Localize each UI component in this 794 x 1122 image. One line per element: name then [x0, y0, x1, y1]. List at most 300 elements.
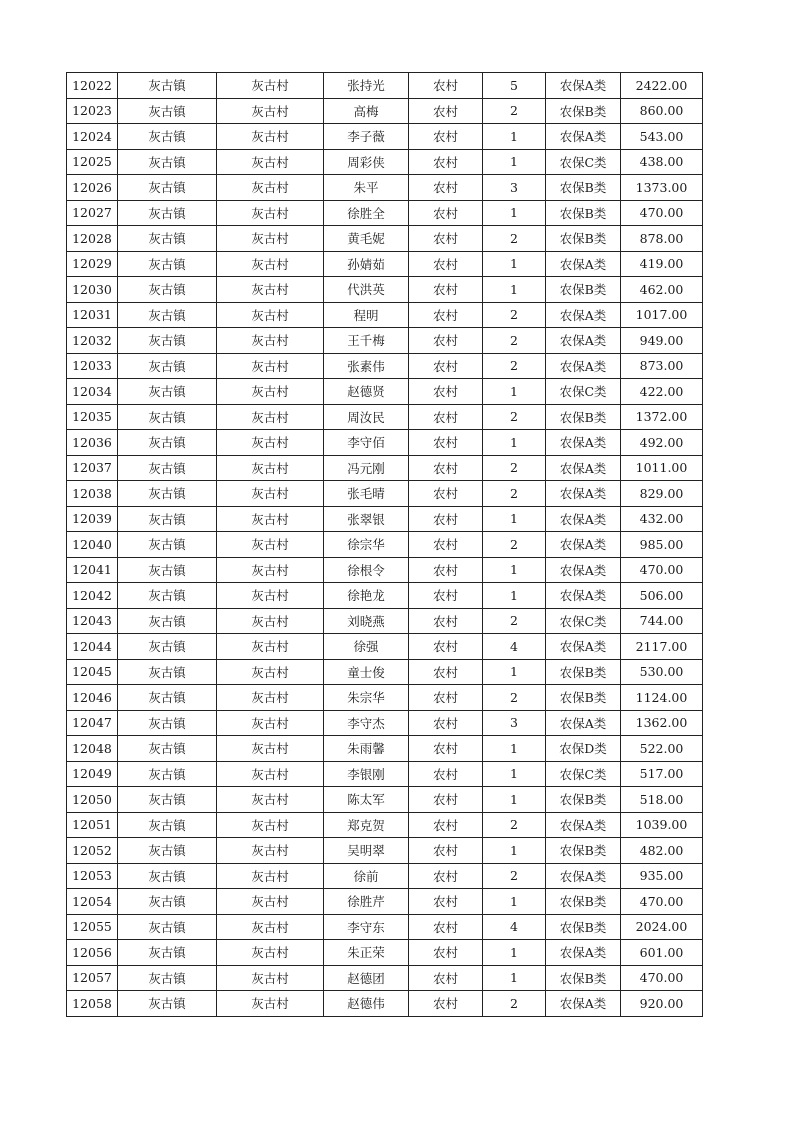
cell-village: 灰古村	[217, 583, 324, 609]
cell-record-id: 12041	[67, 557, 118, 583]
cell-town: 灰古镇	[118, 532, 217, 558]
cell-insurance-class: 农保B类	[546, 965, 621, 991]
cell-record-id: 12042	[67, 583, 118, 609]
cell-household-type: 农村	[409, 98, 483, 124]
cell-village: 灰古村	[217, 430, 324, 456]
cell-household-type: 农村	[409, 634, 483, 660]
cell-amount: 1362.00	[621, 710, 703, 736]
cell-person-name: 李守佰	[324, 430, 409, 456]
table-row	[67, 124, 703, 150]
cell-family-size: 1	[483, 124, 546, 150]
cell-family-size: 2	[483, 991, 546, 1017]
cell-town: 灰古镇	[118, 251, 217, 277]
cell-village: 灰古村	[217, 557, 324, 583]
cell-insurance-class: 农保B类	[546, 200, 621, 226]
cell-town: 灰古镇	[118, 991, 217, 1017]
cell-amount: 860.00	[621, 98, 703, 124]
cell-amount: 506.00	[621, 583, 703, 609]
cell-town: 灰古镇	[118, 200, 217, 226]
cell-family-size: 2	[483, 481, 546, 507]
table-row	[67, 812, 703, 838]
table-row	[67, 863, 703, 889]
table-row	[67, 73, 703, 99]
cell-household-type: 农村	[409, 787, 483, 813]
table-row	[67, 481, 703, 507]
table-row	[67, 710, 703, 736]
table-row	[67, 353, 703, 379]
cell-town: 灰古镇	[118, 787, 217, 813]
cell-village: 灰古村	[217, 659, 324, 685]
cell-town: 灰古镇	[118, 175, 217, 201]
cell-amount: 432.00	[621, 506, 703, 532]
cell-record-id: 12028	[67, 226, 118, 252]
cell-village: 灰古村	[217, 608, 324, 634]
cell-amount: 470.00	[621, 557, 703, 583]
cell-person-name: 徐胜全	[324, 200, 409, 226]
table-row	[67, 608, 703, 634]
cell-person-name: 李守东	[324, 914, 409, 940]
cell-household-type: 农村	[409, 251, 483, 277]
cell-family-size: 1	[483, 557, 546, 583]
cell-insurance-class: 农保A类	[546, 251, 621, 277]
cell-town: 灰古镇	[118, 940, 217, 966]
cell-person-name: 朱正荣	[324, 940, 409, 966]
cell-town: 灰古镇	[118, 838, 217, 864]
cell-family-size: 2	[483, 226, 546, 252]
cell-amount: 2117.00	[621, 634, 703, 660]
cell-amount: 470.00	[621, 889, 703, 915]
cell-record-id: 12052	[67, 838, 118, 864]
cell-town: 灰古镇	[118, 277, 217, 303]
cell-record-id: 12035	[67, 404, 118, 430]
cell-amount: 470.00	[621, 965, 703, 991]
cell-town: 灰古镇	[118, 455, 217, 481]
cell-family-size: 1	[483, 430, 546, 456]
cell-family-size: 1	[483, 506, 546, 532]
cell-household-type: 农村	[409, 583, 483, 609]
cell-person-name: 徐胜芹	[324, 889, 409, 915]
cell-insurance-class: 农保A类	[546, 506, 621, 532]
cell-amount: 949.00	[621, 328, 703, 354]
cell-town: 灰古镇	[118, 634, 217, 660]
cell-insurance-class: 农保A类	[546, 991, 621, 1017]
cell-family-size: 2	[483, 685, 546, 711]
table-row	[67, 889, 703, 915]
cell-amount: 543.00	[621, 124, 703, 150]
cell-insurance-class: 农保B类	[546, 838, 621, 864]
table-body	[67, 73, 703, 1017]
cell-family-size: 1	[483, 200, 546, 226]
cell-amount: 422.00	[621, 379, 703, 405]
cell-village: 灰古村	[217, 761, 324, 787]
cell-family-size: 4	[483, 914, 546, 940]
cell-record-id: 12025	[67, 149, 118, 175]
cell-record-id: 12049	[67, 761, 118, 787]
cell-record-id: 12043	[67, 608, 118, 634]
cell-family-size: 1	[483, 940, 546, 966]
cell-village: 灰古村	[217, 506, 324, 532]
cell-village: 灰古村	[217, 710, 324, 736]
cell-village: 灰古村	[217, 914, 324, 940]
table-row	[67, 149, 703, 175]
cell-household-type: 农村	[409, 430, 483, 456]
table-row	[67, 940, 703, 966]
cell-household-type: 农村	[409, 506, 483, 532]
cell-person-name: 徐根令	[324, 557, 409, 583]
cell-amount: 2024.00	[621, 914, 703, 940]
table-row	[67, 98, 703, 124]
cell-amount: 935.00	[621, 863, 703, 889]
cell-family-size: 1	[483, 736, 546, 762]
cell-insurance-class: 农保A类	[546, 455, 621, 481]
cell-amount: 482.00	[621, 838, 703, 864]
cell-insurance-class: 农保B类	[546, 226, 621, 252]
cell-family-size: 2	[483, 353, 546, 379]
cell-village: 灰古村	[217, 838, 324, 864]
cell-household-type: 农村	[409, 353, 483, 379]
cell-insurance-class: 农保A类	[546, 863, 621, 889]
cell-family-size: 1	[483, 889, 546, 915]
cell-person-name: 徐前	[324, 863, 409, 889]
cell-village: 灰古村	[217, 124, 324, 150]
cell-insurance-class: 农保A类	[546, 532, 621, 558]
cell-town: 灰古镇	[118, 965, 217, 991]
cell-town: 灰古镇	[118, 353, 217, 379]
cell-person-name: 李守杰	[324, 710, 409, 736]
cell-person-name: 郑克贺	[324, 812, 409, 838]
cell-household-type: 农村	[409, 557, 483, 583]
cell-household-type: 农村	[409, 914, 483, 940]
cell-amount: 1011.00	[621, 455, 703, 481]
cell-insurance-class: 农保B类	[546, 277, 621, 303]
cell-village: 灰古村	[217, 991, 324, 1017]
cell-family-size: 3	[483, 175, 546, 201]
cell-household-type: 农村	[409, 328, 483, 354]
table-row	[67, 328, 703, 354]
cell-person-name: 程明	[324, 302, 409, 328]
cell-amount: 522.00	[621, 736, 703, 762]
table-row	[67, 200, 703, 226]
cell-insurance-class: 农保C类	[546, 761, 621, 787]
cell-household-type: 农村	[409, 302, 483, 328]
table-row	[67, 685, 703, 711]
cell-town: 灰古镇	[118, 98, 217, 124]
cell-record-id: 12045	[67, 659, 118, 685]
cell-person-name: 徐强	[324, 634, 409, 660]
data-table	[66, 72, 703, 1017]
cell-amount: 517.00	[621, 761, 703, 787]
cell-town: 灰古镇	[118, 736, 217, 762]
cell-village: 灰古村	[217, 787, 324, 813]
cell-record-id: 12057	[67, 965, 118, 991]
cell-household-type: 农村	[409, 736, 483, 762]
cell-village: 灰古村	[217, 455, 324, 481]
cell-person-name: 赵德伟	[324, 991, 409, 1017]
cell-record-id: 12050	[67, 787, 118, 813]
cell-record-id: 12029	[67, 251, 118, 277]
cell-family-size: 2	[483, 404, 546, 430]
cell-person-name: 王千梅	[324, 328, 409, 354]
cell-record-id: 12040	[67, 532, 118, 558]
cell-person-name: 徐艳龙	[324, 583, 409, 609]
cell-amount: 1372.00	[621, 404, 703, 430]
cell-family-size: 5	[483, 73, 546, 99]
cell-household-type: 农村	[409, 149, 483, 175]
cell-household-type: 农村	[409, 940, 483, 966]
cell-village: 灰古村	[217, 889, 324, 915]
cell-person-name: 高梅	[324, 98, 409, 124]
cell-insurance-class: 农保A类	[546, 302, 621, 328]
cell-record-id: 12032	[67, 328, 118, 354]
cell-person-name: 张素伟	[324, 353, 409, 379]
table-row	[67, 583, 703, 609]
cell-village: 灰古村	[217, 379, 324, 405]
cell-person-name: 黄毛妮	[324, 226, 409, 252]
cell-family-size: 2	[483, 455, 546, 481]
cell-person-name: 李子薇	[324, 124, 409, 150]
cell-family-size: 2	[483, 608, 546, 634]
cell-family-size: 2	[483, 302, 546, 328]
cell-household-type: 农村	[409, 991, 483, 1017]
cell-family-size: 1	[483, 838, 546, 864]
table-row	[67, 914, 703, 940]
cell-town: 灰古镇	[118, 226, 217, 252]
cell-amount: 1017.00	[621, 302, 703, 328]
cell-family-size: 1	[483, 379, 546, 405]
cell-town: 灰古镇	[118, 506, 217, 532]
cell-person-name: 冯元刚	[324, 455, 409, 481]
cell-amount: 470.00	[621, 200, 703, 226]
cell-person-name: 张翠银	[324, 506, 409, 532]
table-row	[67, 557, 703, 583]
cell-amount: 2422.00	[621, 73, 703, 99]
cell-town: 灰古镇	[118, 430, 217, 456]
cell-insurance-class: 农保A类	[546, 353, 621, 379]
cell-household-type: 农村	[409, 685, 483, 711]
cell-insurance-class: 农保B类	[546, 914, 621, 940]
cell-town: 灰古镇	[118, 761, 217, 787]
cell-village: 灰古村	[217, 736, 324, 762]
cell-insurance-class: 农保A类	[546, 73, 621, 99]
cell-household-type: 农村	[409, 226, 483, 252]
cell-village: 灰古村	[217, 251, 324, 277]
cell-person-name: 朱宗华	[324, 685, 409, 711]
cell-insurance-class: 农保B类	[546, 889, 621, 915]
cell-record-id: 12046	[67, 685, 118, 711]
table-row	[67, 965, 703, 991]
cell-village: 灰古村	[217, 200, 324, 226]
cell-family-size: 2	[483, 863, 546, 889]
cell-family-size: 1	[483, 251, 546, 277]
cell-record-id: 12026	[67, 175, 118, 201]
cell-household-type: 农村	[409, 889, 483, 915]
cell-person-name: 周彩侠	[324, 149, 409, 175]
cell-record-id: 12023	[67, 98, 118, 124]
cell-family-size: 1	[483, 659, 546, 685]
cell-household-type: 农村	[409, 277, 483, 303]
cell-person-name: 吴明翠	[324, 838, 409, 864]
cell-village: 灰古村	[217, 404, 324, 430]
cell-town: 灰古镇	[118, 608, 217, 634]
cell-person-name: 李银刚	[324, 761, 409, 787]
cell-person-name: 刘晓燕	[324, 608, 409, 634]
cell-insurance-class: 农保A类	[546, 328, 621, 354]
table-row	[67, 659, 703, 685]
cell-record-id: 12031	[67, 302, 118, 328]
cell-family-size: 1	[483, 583, 546, 609]
cell-town: 灰古镇	[118, 302, 217, 328]
cell-record-id: 12027	[67, 200, 118, 226]
cell-insurance-class: 农保A类	[546, 583, 621, 609]
cell-family-size: 3	[483, 710, 546, 736]
cell-amount: 1039.00	[621, 812, 703, 838]
cell-insurance-class: 农保A类	[546, 557, 621, 583]
cell-person-name: 张毛晴	[324, 481, 409, 507]
cell-village: 灰古村	[217, 226, 324, 252]
cell-record-id: 12058	[67, 991, 118, 1017]
cell-family-size: 2	[483, 328, 546, 354]
cell-person-name: 孙婧茹	[324, 251, 409, 277]
cell-person-name: 代洪英	[324, 277, 409, 303]
cell-town: 灰古镇	[118, 710, 217, 736]
cell-record-id: 12030	[67, 277, 118, 303]
cell-family-size: 1	[483, 761, 546, 787]
cell-insurance-class: 农保C类	[546, 149, 621, 175]
cell-amount: 492.00	[621, 430, 703, 456]
cell-amount: 462.00	[621, 277, 703, 303]
table-row	[67, 634, 703, 660]
cell-village: 灰古村	[217, 98, 324, 124]
cell-amount: 438.00	[621, 149, 703, 175]
cell-record-id: 12047	[67, 710, 118, 736]
cell-village: 灰古村	[217, 863, 324, 889]
cell-insurance-class: 农保D类	[546, 736, 621, 762]
cell-household-type: 农村	[409, 404, 483, 430]
table-row	[67, 226, 703, 252]
cell-household-type: 农村	[409, 379, 483, 405]
cell-village: 灰古村	[217, 812, 324, 838]
cell-household-type: 农村	[409, 710, 483, 736]
cell-village: 灰古村	[217, 73, 324, 99]
cell-insurance-class: 农保A类	[546, 940, 621, 966]
cell-record-id: 12053	[67, 863, 118, 889]
cell-record-id: 12034	[67, 379, 118, 405]
cell-family-size: 1	[483, 787, 546, 813]
cell-record-id: 12051	[67, 812, 118, 838]
cell-village: 灰古村	[217, 328, 324, 354]
cell-household-type: 农村	[409, 863, 483, 889]
table-row	[67, 787, 703, 813]
cell-town: 灰古镇	[118, 659, 217, 685]
cell-person-name: 张持光	[324, 73, 409, 99]
table-row	[67, 302, 703, 328]
cell-household-type: 农村	[409, 608, 483, 634]
cell-amount: 1373.00	[621, 175, 703, 201]
cell-household-type: 农村	[409, 761, 483, 787]
cell-family-size: 1	[483, 965, 546, 991]
cell-insurance-class: 农保C类	[546, 608, 621, 634]
cell-record-id: 12038	[67, 481, 118, 507]
cell-amount: 985.00	[621, 532, 703, 558]
table-row	[67, 838, 703, 864]
cell-town: 灰古镇	[118, 328, 217, 354]
cell-record-id: 12056	[67, 940, 118, 966]
cell-amount: 873.00	[621, 353, 703, 379]
cell-town: 灰古镇	[118, 481, 217, 507]
cell-village: 灰古村	[217, 149, 324, 175]
cell-person-name: 周汝民	[324, 404, 409, 430]
cell-town: 灰古镇	[118, 379, 217, 405]
cell-family-size: 2	[483, 812, 546, 838]
cell-village: 灰古村	[217, 277, 324, 303]
cell-insurance-class: 农保A类	[546, 124, 621, 150]
cell-village: 灰古村	[217, 175, 324, 201]
cell-amount: 419.00	[621, 251, 703, 277]
cell-town: 灰古镇	[118, 583, 217, 609]
table-row	[67, 455, 703, 481]
cell-amount: 518.00	[621, 787, 703, 813]
cell-town: 灰古镇	[118, 863, 217, 889]
cell-record-id: 12039	[67, 506, 118, 532]
cell-town: 灰古镇	[118, 404, 217, 430]
cell-household-type: 农村	[409, 455, 483, 481]
table-row	[67, 430, 703, 456]
table-row	[67, 532, 703, 558]
cell-amount: 1124.00	[621, 685, 703, 711]
cell-amount: 878.00	[621, 226, 703, 252]
table-row	[67, 991, 703, 1017]
cell-person-name: 赵德贤	[324, 379, 409, 405]
cell-amount: 829.00	[621, 481, 703, 507]
cell-household-type: 农村	[409, 124, 483, 150]
cell-household-type: 农村	[409, 659, 483, 685]
cell-village: 灰古村	[217, 965, 324, 991]
cell-insurance-class: 农保A类	[546, 430, 621, 456]
cell-insurance-class: 农保A类	[546, 634, 621, 660]
cell-town: 灰古镇	[118, 557, 217, 583]
cell-village: 灰古村	[217, 302, 324, 328]
cell-record-id: 12037	[67, 455, 118, 481]
cell-record-id: 12055	[67, 914, 118, 940]
cell-household-type: 农村	[409, 200, 483, 226]
cell-insurance-class: 农保C类	[546, 379, 621, 405]
cell-town: 灰古镇	[118, 812, 217, 838]
cell-household-type: 农村	[409, 481, 483, 507]
cell-household-type: 农村	[409, 812, 483, 838]
table-row	[67, 761, 703, 787]
cell-amount: 920.00	[621, 991, 703, 1017]
cell-person-name: 徐宗华	[324, 532, 409, 558]
cell-person-name: 朱雨馨	[324, 736, 409, 762]
cell-person-name: 陈太军	[324, 787, 409, 813]
cell-insurance-class: 农保A类	[546, 812, 621, 838]
cell-town: 灰古镇	[118, 73, 217, 99]
cell-insurance-class: 农保B类	[546, 98, 621, 124]
cell-insurance-class: 农保B类	[546, 787, 621, 813]
cell-household-type: 农村	[409, 532, 483, 558]
cell-record-id: 12036	[67, 430, 118, 456]
cell-person-name: 朱平	[324, 175, 409, 201]
cell-record-id: 12054	[67, 889, 118, 915]
cell-insurance-class: 农保A类	[546, 481, 621, 507]
cell-insurance-class: 农保B类	[546, 685, 621, 711]
cell-village: 灰古村	[217, 940, 324, 966]
cell-amount: 530.00	[621, 659, 703, 685]
cell-insurance-class: 农保B类	[546, 175, 621, 201]
table-row	[67, 404, 703, 430]
cell-town: 灰古镇	[118, 124, 217, 150]
cell-household-type: 农村	[409, 838, 483, 864]
